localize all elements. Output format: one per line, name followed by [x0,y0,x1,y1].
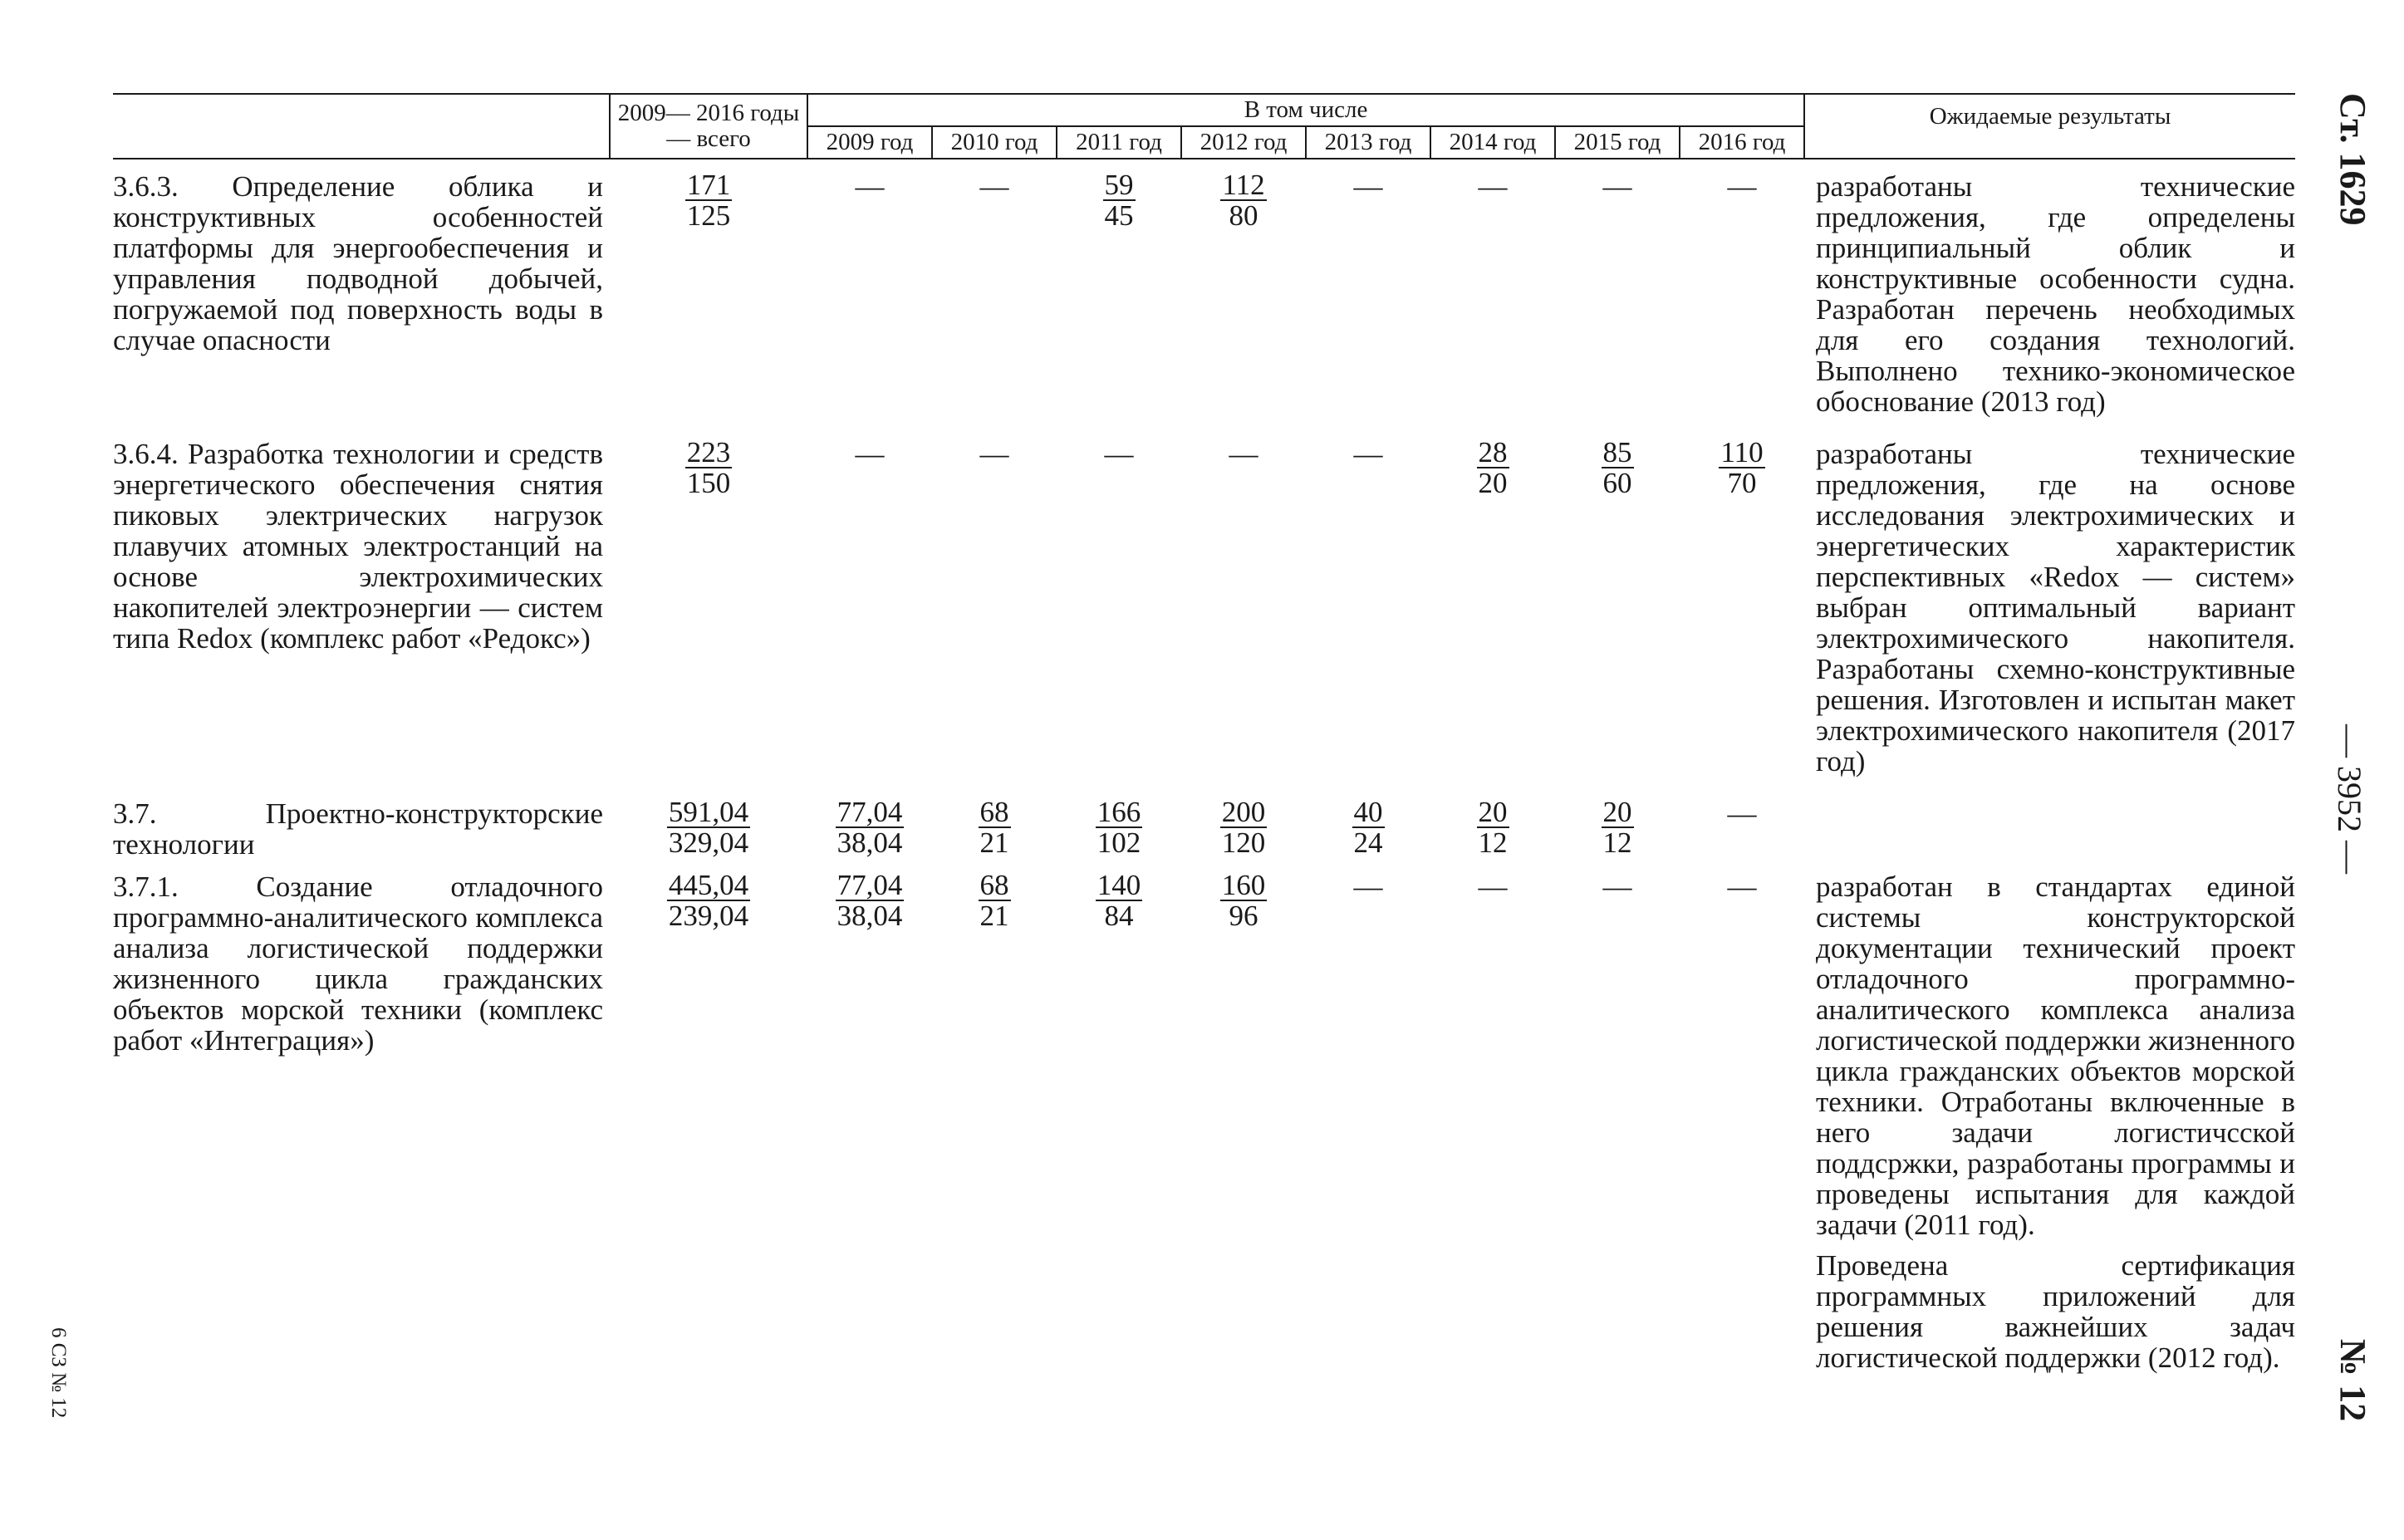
result-paragraph: разработаны технические предложения, где определены принципиальный облик и конструктивные особенности судна. Разработан перечень необходимых для его создания технологий. Выполнено технико-экономическое обоснование (2013 год) [1816,170,2296,418]
dash-mark: — [1478,871,1508,903]
value-cell [932,798,1057,871]
value-cell [807,871,932,1395]
item-name: 3.6.4. Разработка технологии и средств энергетического обеспечения снятия пиковых электрических нагрузок плавучих атомных электростанций на основе электрохимических накопителей электроэнергии — систем типа Redox (комплекс работ «Редокс») [113,438,603,655]
value-cell [610,798,807,871]
value-cell [1181,798,1306,871]
dash-mark: — [1602,871,1632,903]
table-row [113,871,2295,1395]
value-cell [1181,871,1306,1395]
table-body [113,159,2295,1395]
numerator: 140 [1097,869,1141,901]
value-cell [932,871,1057,1395]
numerator: 223 [686,436,731,468]
result-paragraph: Проведена сертификация программных приложений для решения важнейших задач логистической поддержки (2012 год). [1816,1249,2296,1374]
fraction-value [1220,171,1266,231]
result-paragraph: разработан в стандартах единой системы конструкторской документации технический проект отладочного программно-аналитического комплекса анализа логистической поддержки жизненного цикла гражданских объектов морской техники. Отработаны включенные в него задачи логистичсской поддсржки, разработаны программы и проведены испытания для каждой задачи (2011 год). [1816,871,2296,1241]
fraction-value [1220,798,1268,858]
fraction-value [667,871,750,931]
fraction-value [1096,798,1143,858]
numerator: 59 [1104,169,1134,201]
value-cell [610,159,807,439]
empty-value-cell [1680,871,1804,1395]
value-cell [1057,159,1181,439]
empty-value-cell [1430,871,1555,1395]
dash-mark: — [979,170,1009,203]
numerator: 110 [1720,436,1764,468]
numerator: 445,04 [668,869,749,901]
denominator: 21 [979,826,1009,859]
page-number: — 3952 — [2331,724,2368,874]
denominator: 329,04 [668,826,749,859]
result-paragraph: разработаны технические предложения, где на основе исследования электрохимических и энергетических характеристик перспективных «Redox — систем» выбран оптимальный вариант электрохимического накопителя. Разработаны схемно-конструктивные решения. Изготовлен и испытан макет электрохимического накопителя (2017 год) [1816,438,2296,777]
header-year: 2013 год [1306,126,1430,159]
expected-results [1804,159,2295,439]
numerator: 200 [1221,796,1266,828]
denominator: 20 [1478,467,1508,499]
empty-value-cell [1680,159,1804,439]
value-cell [1057,871,1181,1395]
expected-results [1804,798,2295,871]
value-cell [1555,436,1680,798]
value-cell [807,798,932,871]
fraction-value [979,871,1011,931]
numerator: 20 [1478,796,1508,828]
fraction-value [1477,798,1509,858]
dash-mark: — [1478,170,1508,203]
fraction-value [1719,436,1764,499]
fraction-value [1103,171,1136,231]
header-total: 2009— 2016 годы — всего [610,94,807,159]
value-cell [1306,798,1430,871]
numerator: 40 [1353,796,1383,828]
empty-value-cell [1555,159,1680,439]
header-year: 2012 год [1181,126,1306,159]
denominator: 24 [1353,826,1383,859]
item-name: 3.7. Проектно-конструкторские технологии [113,797,603,861]
dash-mark: — [1727,170,1757,203]
numerator: 28 [1478,436,1508,468]
expected-results [1804,439,2295,798]
fraction-value [979,798,1011,858]
table-row [113,159,2295,439]
empty-value-cell [1306,871,1430,1395]
numerator: 77,04 [836,869,903,901]
empty-value-cell [932,159,1057,439]
empty-value-cell [932,439,1057,798]
empty-value-cell [1306,159,1430,439]
issue-number: № 12 [2333,1339,2373,1422]
denominator: 96 [1229,900,1258,932]
header-year: 2015 год [1555,126,1680,159]
denominator: 239,04 [668,900,749,932]
denominator: 102 [1097,826,1141,859]
table-row [113,439,2295,798]
header-results: Ожидаемые результаты [1804,94,2295,159]
fraction-value [836,798,905,858]
fraction-value [1477,436,1509,499]
value-cell [1680,436,1804,798]
header-year: 2011 год [1057,126,1181,159]
fraction-value [1220,871,1268,931]
numerator: 85 [1602,436,1632,468]
numerator: 68 [979,796,1009,828]
empty-value-cell [1057,439,1181,798]
empty-value-cell [807,439,932,798]
denominator: 45 [1104,199,1134,232]
empty-value-cell [807,159,932,439]
fraction-value [667,798,750,858]
numerator: 166 [1097,796,1141,828]
fraction-value [1352,798,1385,858]
item-name: 3.6.3. Определение облика и конструктивных особенностей платформы для энергообеспечения и управления подводной добычей, погружаемой под поверхность воды в случае опасности [113,170,603,356]
value-cell [1555,798,1680,871]
value-cell [1430,436,1555,798]
header-name-cell [113,94,610,159]
item-name: 3.7.1. Создание отладочного программно-аналитического комплекса анализа логистической поддержки жизненного цикла гражданских объектов морской техники (комплекс работ «Интеграция») [113,871,603,1057]
value-cell [1057,798,1181,871]
fraction-value [685,436,733,499]
dash-mark: — [979,438,1009,470]
program-table [113,93,2295,1395]
denominator: 38,04 [836,826,903,859]
dash-mark: — [1353,871,1383,903]
denominator: 70 [1727,467,1757,499]
numerator: 160 [1221,869,1266,901]
empty-value-cell [1306,439,1430,798]
denominator: 84 [1104,900,1134,932]
numerator: 77,04 [836,796,903,828]
denominator: 21 [979,900,1009,932]
header-year: 2010 год [932,126,1057,159]
header-year: 2016 год [1680,126,1804,159]
dash-mark: — [855,438,885,470]
dash-mark: — [1727,871,1757,903]
denominator: 150 [686,467,731,499]
header-year: 2009 год [807,126,932,159]
denominator: 120 [1221,826,1266,859]
dash-mark: — [1353,438,1383,470]
dash-mark: — [1727,797,1757,830]
numerator: 20 [1602,796,1632,828]
denominator: 125 [686,199,731,232]
empty-value-cell [1555,871,1680,1395]
footer-signature: 6 СЗ № 12 [47,1327,70,1419]
numerator: 591,04 [668,796,749,828]
fraction-value [1602,798,1634,858]
denominator: 12 [1478,826,1508,859]
denominator: 80 [1229,199,1258,232]
value-cell [610,871,807,1395]
fraction-value [1096,871,1143,931]
denominator: 60 [1602,467,1632,499]
numerator: 112 [1222,169,1265,201]
denominator: 12 [1602,826,1632,859]
dash-mark: — [1229,438,1258,470]
table-row [113,798,2295,871]
value-cell [1430,798,1555,871]
empty-value-cell [1430,159,1555,439]
dash-mark: — [1602,170,1632,203]
numerator: 68 [979,869,1009,901]
value-cell [610,436,807,798]
numerator: 171 [686,169,731,201]
dash-mark: — [855,170,885,203]
header-year: 2014 год [1430,126,1555,159]
denominator: 38,04 [836,900,903,932]
fraction-value [1602,436,1634,499]
empty-value-cell [1181,439,1306,798]
dash-mark: — [1353,170,1383,203]
fraction-value [836,871,905,931]
empty-value-cell [1680,798,1804,871]
value-cell [1181,159,1306,439]
dash-mark: — [1104,438,1134,470]
article-number: Ст. 1629 [2333,93,2373,226]
expected-results [1804,871,2295,1395]
header-including: В том числе [807,94,1804,126]
fraction-value [685,171,733,231]
